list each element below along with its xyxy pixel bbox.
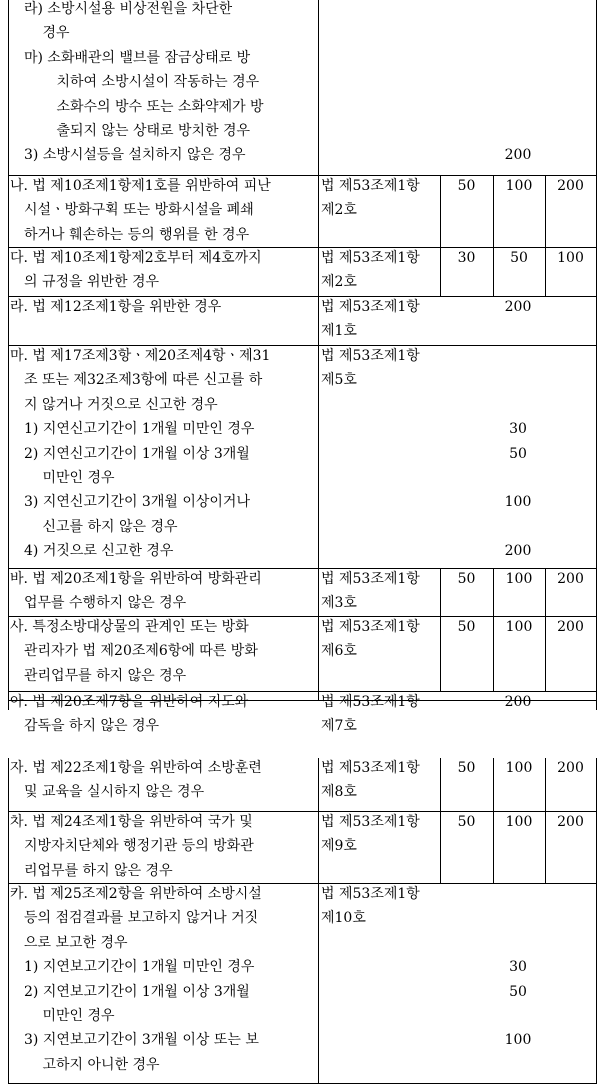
row-description-line: 바. 법 제20조제1항을 위반하여 방화관리: [10, 571, 262, 587]
table-border-right: [596, 0, 597, 176]
table-border-col: [318, 0, 319, 176]
table-border-col: [318, 812, 319, 884]
table-border-col: [318, 346, 319, 569]
row-description-line: 차. 법 제24조제1항을 위반하여 국가 및: [10, 814, 253, 830]
row-description-line: 마. 법 제17조제3항ㆍ제20조제4항ㆍ제31: [10, 348, 271, 364]
row-description-line: 신고를 하지 않은 경우: [10, 518, 178, 535]
table-border-left: [8, 812, 9, 884]
row-description-line: 1) 지연보고기간이 1개월 미만인 경우: [10, 959, 255, 976]
penalty-amount-2: 50: [510, 250, 528, 266]
table-border-left: [8, 0, 9, 176]
row-description-line: 미만인 경우: [10, 470, 115, 486]
law-reference-line: 제9호: [321, 838, 357, 855]
table-border-right: [596, 176, 597, 248]
row-description-line: 감독을 하지 않은 경우: [10, 718, 160, 735]
law-reference-line: 제2호: [321, 274, 357, 291]
row-description-line: 3) 지연보고기간이 3개월 이상 또는 보: [10, 1032, 259, 1049]
penalty-amount-2: 100: [505, 178, 533, 194]
penalty-amount-merged: 100: [504, 1032, 532, 1049]
row-description-line: 2) 지연보고기간이 1개월 이상 3개월: [10, 983, 250, 1000]
penalty-amount-2: 100: [505, 814, 533, 830]
table-border-left: [8, 884, 9, 1084]
law-reference-line: 법 제53조제1항: [321, 760, 420, 776]
table-border-left: [8, 569, 9, 617]
row-description-line: 마) 소화배관의 밸브를 잠금상태로 방: [10, 49, 251, 66]
table-border-right: [596, 884, 597, 1084]
law-reference-line: 제7호: [321, 718, 357, 735]
row-description-line: 2) 지연신고기간이 1개월 이상 3개월: [10, 445, 250, 462]
table-border-right: [596, 701, 597, 710]
law-reference-line: 제5호: [321, 372, 357, 389]
row-description-line: 카. 법 제25조제2항을 위반하여 소방시설: [10, 886, 262, 902]
penalty-amount-2: 100: [505, 571, 533, 587]
table-border-right: [596, 758, 597, 812]
penalty-amount-merged: 30: [509, 959, 527, 976]
table-border-right: [596, 617, 597, 692]
table-border-col: [318, 884, 319, 1084]
law-reference-line: 제1호: [321, 323, 357, 340]
penalty-amount-1: 50: [457, 178, 476, 194]
table-border-col: [318, 248, 319, 297]
penalty-amount-3: 200: [557, 178, 584, 194]
table-border-col: [318, 569, 319, 617]
row-description-line: 경우: [10, 25, 70, 42]
row-description-line: 관리업무를 하지 않은 경우: [10, 667, 187, 684]
row-description-line: 고하지 아니한 경우: [10, 1056, 160, 1073]
row-description-line: 지방자치단체와 행정기관 등의 방화관: [10, 838, 254, 855]
table-border-right: [596, 346, 597, 569]
penalty-amount-2: 100: [505, 619, 533, 635]
penalty-amount-3: 200: [557, 571, 584, 587]
table-border-left: [8, 758, 9, 812]
row-description-line: 1) 지연신고기간이 1개월 미만인 경우: [10, 421, 255, 438]
law-reference-line: 법 제53조제1항: [321, 814, 420, 830]
row-description-line: 나. 법 제10조제1항제1호를 위반하여 피난: [10, 178, 271, 194]
row-description-line: 다. 법 제10조제1항제2호부터 제4호까지: [10, 250, 262, 266]
penalty-amount-1: 50: [457, 760, 476, 776]
penalty-amount-merged: 30: [509, 421, 527, 438]
penalty-amount-merged: 200: [504, 694, 532, 710]
law-reference-line: 법 제53조제1항: [321, 348, 420, 364]
penalty-amount-merged: 200: [504, 299, 532, 315]
penalty-amount-1: 50: [457, 571, 476, 587]
law-reference-line: 법 제53조제1항: [321, 571, 420, 587]
penalty-amount-3: 100: [557, 250, 584, 266]
penalty-amount-merged: 100: [504, 494, 532, 511]
law-reference-line: 제2호: [321, 202, 357, 219]
row-description-line: 관리자가 법 제20조제6항에 따른 방화: [10, 643, 258, 660]
row-description-line: 4) 거짓으로 신고한 경우: [10, 543, 174, 560]
penalty-amount-merged: 50: [509, 983, 527, 1000]
row-description-line: 출되지 않는 상태로 방치한 경우: [10, 123, 251, 139]
law-reference-line: 제8호: [321, 784, 357, 801]
row-description-line: 시설ㆍ방화구획 또는 방화시설을 폐쇄: [10, 202, 254, 219]
row-description-line: 으로 보고한 경우: [10, 934, 128, 951]
law-reference-line: 제3호: [321, 595, 357, 612]
law-reference-line: 법 제53조제1항: [321, 250, 420, 266]
table-border-left: [8, 701, 9, 710]
law-reference-line: 제10호: [321, 910, 366, 927]
table-border-left: [8, 297, 9, 346]
law-reference-line: 법 제53조제1항: [321, 886, 420, 902]
penalty-amount-merged: 50: [509, 445, 527, 462]
penalty-amount-3: 200: [557, 814, 584, 830]
row-description-line: 등의 점검결과를 보고하지 않거나 거짓: [10, 910, 259, 927]
row-description-line: 소화수의 방수 또는 소화약제가 방: [10, 98, 264, 115]
penalty-amount-3: 200: [557, 619, 584, 635]
row-description-line: 조 또는 제32조제3항에 따른 신고를 하: [10, 372, 263, 389]
table-border-col: [318, 758, 319, 812]
table-border-col: [318, 617, 319, 692]
table-border-left: [8, 346, 9, 569]
law-reference-line: 법 제53조제1항: [321, 619, 420, 635]
penalty-amount-merged: 200: [504, 147, 532, 164]
row-description-line: 미만인 경우: [10, 1008, 115, 1024]
row-description-line: 하거나 훼손하는 등의 행위를 한 경우: [10, 226, 250, 243]
row-description-line: 치하여 소방시설이 작동하는 경우: [10, 74, 260, 91]
row-description-line: 업무를 수행하지 않은 경우: [10, 595, 187, 612]
row-description-line: 리업무를 하지 않은 경우: [10, 862, 173, 879]
row-description-line: 라) 소방시설용 비상전원을 차단한: [10, 1, 233, 17]
table-border-right: [596, 569, 597, 617]
penalty-amount-merged: 200: [504, 543, 532, 560]
table-border-left: [8, 176, 9, 248]
row-description-line: 및 교육을 실시하지 않은 경우: [10, 784, 205, 801]
penalty-amount-3: 200: [557, 760, 584, 776]
law-reference-line: 제6호: [321, 643, 357, 660]
law-reference-line: 법 제53조제1항: [321, 299, 420, 315]
row-description-line: 지 않거나 거짓으로 신고한 경우: [10, 396, 218, 413]
law-reference-line: 법 제53조제1항: [321, 178, 420, 194]
row-description-line: 사. 특정소방대상물의 관계인 또는 방화: [10, 619, 249, 635]
penalty-amount-1: 50: [457, 619, 476, 635]
table-border-right: [596, 248, 597, 297]
law-reference-line: 법 제53조제1항: [321, 694, 420, 710]
row-description-line: 3) 지연신고기간이 3개월 이상이거나: [10, 494, 250, 511]
table-border-right: [596, 812, 597, 884]
row-description-line: 자. 법 제22조제1항을 위반하여 소방훈련: [10, 760, 262, 776]
table-border-right: [596, 297, 597, 346]
table-border-col: [318, 176, 319, 248]
row-description-line: 의 규정을 위반한 경우: [10, 274, 160, 291]
row-description-line: 3) 소방시설등을 설치하지 않은 경우: [10, 147, 246, 164]
table-border-col: [318, 297, 319, 346]
table-border-left: [8, 248, 9, 297]
row-description-line: 아. 법 제20조제7항을 위반하여 지도와: [10, 694, 249, 710]
row-description-line: 라. 법 제12조제1항을 위반한 경우: [10, 299, 222, 315]
penalty-amount-2: 100: [505, 760, 533, 776]
penalty-amount-1: 30: [457, 250, 476, 266]
table-border-left: [8, 617, 9, 692]
penalty-amount-1: 50: [457, 814, 476, 830]
